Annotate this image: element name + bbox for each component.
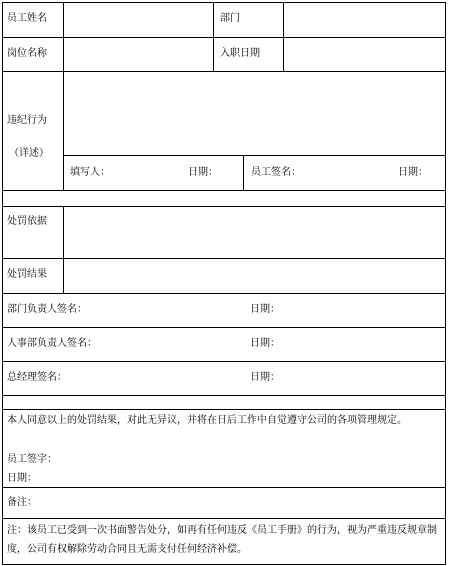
penalty-result-label: 处罚结果 xyxy=(7,269,47,280)
hr-head-date-label: 日期： xyxy=(250,338,280,349)
filled-date-label: 日期： xyxy=(188,167,218,178)
v-line xyxy=(243,155,244,190)
hr-head-sign-label: 人事部负责人签名： xyxy=(7,338,97,349)
employee-sign-date-label: 日期： xyxy=(7,473,37,484)
violation-detail-label: （详述） xyxy=(9,148,49,159)
note-text: 注：该员工已受到一次书面警告处分，如再有任何违反《员工手册》的行为，视为严重违反规章制度，公司有权解除劳动合同且无需支付任何经济补偿。 xyxy=(7,525,437,555)
filled-by-label: 填写人： xyxy=(70,167,110,178)
department-label: 部门 xyxy=(220,13,240,24)
h-line-top xyxy=(2,2,446,3)
h-line xyxy=(2,190,446,191)
h-line xyxy=(2,71,446,72)
gm-sign-label: 总经理签名： xyxy=(7,372,67,383)
v-line-right xyxy=(445,2,446,565)
employee-signature-label: 员工签名： xyxy=(251,167,301,178)
h-line xyxy=(2,395,446,396)
h-line xyxy=(2,206,446,207)
remarks-label: 备注： xyxy=(7,497,37,508)
gm-date-label: 日期： xyxy=(250,372,280,383)
h-line xyxy=(2,258,446,259)
h-line xyxy=(2,327,446,328)
h-line xyxy=(2,361,446,362)
hire-date-label: 入职日期 xyxy=(220,48,260,59)
employee-name-label: 员工姓名 xyxy=(7,13,47,24)
h-line xyxy=(2,487,446,488)
h-line xyxy=(2,293,446,294)
dept-head-sign-label: 部门负责人签名： xyxy=(7,304,87,315)
dept-head-date-label: 日期： xyxy=(250,304,280,315)
v-line-left xyxy=(2,2,3,565)
employee-signature-date-label: 日期： xyxy=(398,167,428,178)
v-line xyxy=(283,2,284,71)
h-line xyxy=(2,37,446,38)
position-label: 岗位名称 xyxy=(7,48,47,59)
h-line xyxy=(2,518,446,519)
v-line xyxy=(213,2,214,71)
agreement-text: 本人同意以上的处罚结果，对此无异议，并将在日后工作中自觉遵守公司的各项管理规定。 xyxy=(7,415,407,426)
violation-label: 违纪行为 xyxy=(7,115,47,126)
h-line xyxy=(2,409,446,410)
v-line xyxy=(63,206,64,293)
employee-sign-label: 员工签字： xyxy=(7,454,57,465)
v-line xyxy=(63,2,64,190)
penalty-basis-label: 处罚依据 xyxy=(7,216,47,227)
h-line-bottom xyxy=(2,564,446,565)
h-line xyxy=(63,155,446,156)
